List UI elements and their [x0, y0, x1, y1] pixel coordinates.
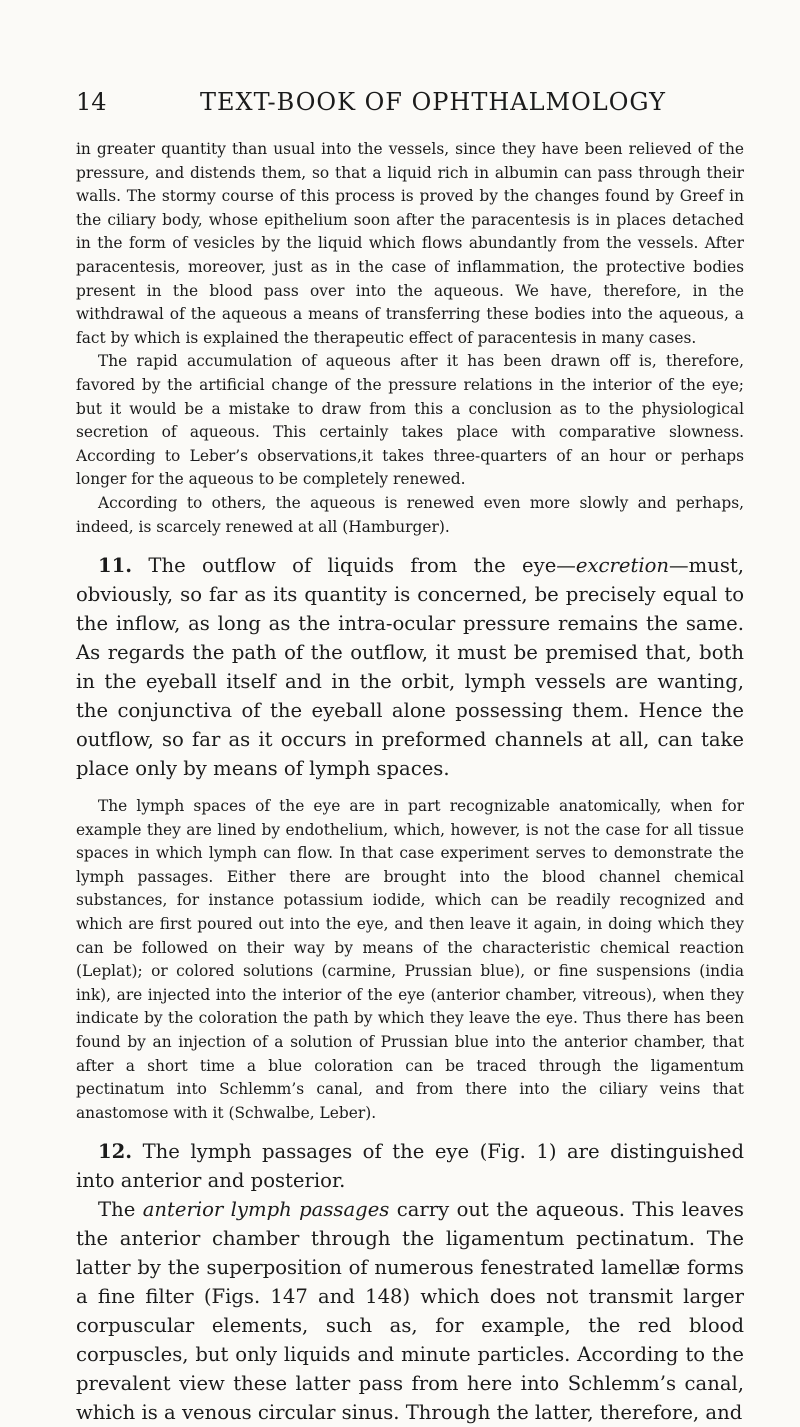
section-11-italic-term: excretion — [575, 554, 670, 578]
paragraph-continuation: in greater quantity than usual into the vessels, since they have been relieved of the pressure, and distends them, so that a liquid rich in albumin can pass through their walls. The stormy course of this process is proved by the changes found by Greef in the ciliary body, whose epithelium soon after the paracentesis is in places detached in the form of vesicles by the liquid which flows abundantly from the vessels. After paracentesis, moreover, just as in the case of inflammation, the protective bodies present in the blood pass over into the aqueous. We have, therefore, in the withdrawal of the aqueous a means of transferring these bodies into the aqueous, a fact by which is explained the therapeutic effect of paracentesis in many cases. — [76, 140, 744, 347]
section-11-number: 11. — [98, 554, 133, 578]
anterior-italic-term: anterior lymph passages — [142, 1198, 390, 1222]
running-title: TEXT-BOOK OF OPHTHALMOLOGY — [200, 88, 667, 116]
anterior-text: carry out the aqueous. This leaves the anterior chamber through the ligamentum pectinatum. The latter by the superposition of numerous fenestrated lamellæ forms a fine filter (Figs. 147 and 148) which does not transmit larger corpuscular elements, such as, for example, the red blood corpuscles, but only liquids and minute particles. According to the prevalent view these latter pass from here into Schlemm’s canal, which is a venous circular sinus. Through the latter, therefore, and — [76, 1198, 744, 1425]
section-12-number: 12. — [98, 1140, 133, 1164]
section-12 — [76, 1137, 744, 1195]
paragraph-anterior-lymph — [76, 1195, 744, 1427]
anterior-lead: The — [98, 1198, 143, 1222]
paragraph-lymph-spaces: The lymph spaces of the eye are in part recognizable anatomically, when for example they are lined by endothelium, which, however, is not the case for all tissue spaces in which lymph can flow. In that case experiment serves to demonstrate the lymph passages. Either there are brought into the blood channel chemical substances, for instance potassium iodide, which can be readily recognized and which are first poured out into the eye, and then leave it again, in doing which they can be followed on their way by means of the characteristic chemical reaction (Leplat); or colored solutions (carmine, Prussian blue), or fine suspensions (india ink), are injected into the interior of the eye (anterior chamber, vitreous), when they indicate by the coloration the path by which they leave the eye. Thus there has been found by an injection of a solution of Prussian blue into the anterior chamber, that after a short time a blue coloration can be traced through the ligamentum pectinatum into Schlemm’s canal, and from there into the ciliary veins that anastomose with it (Schwalbe, Leber). — [76, 797, 744, 1122]
paragraph-rapid-accumulation: The rapid accumulation of aqueous after it has been drawn off is, therefore, favored by the artificial change of the pressure relations in the interior of the eye; but it would be a mistake to draw from this a conclusion as to the physiological secretion of aqueous. This certainly takes place with comparative slowness. According to Leber’s observations,it takes three-quarters of an hour or perhaps longer for the aqueous to be completely renewed. — [76, 352, 744, 489]
section-12-text: The lymph passages of the eye (Fig. 1) are distinguished into anterior and posterior. — [76, 1140, 744, 1193]
page-number: 14 — [76, 88, 107, 116]
page-header — [76, 88, 744, 128]
section-11-lead: The outflow of liquids from the eye— — [132, 554, 576, 578]
section-11-text: —must, obviously, so far as its quantity is concerned, be precisely equal to the inflow, as long as the intra-ocular pressure remains the same. As regards the path of the outflow, it must be premised that, both in the eyeball itself and in the orbit, lymph vessels are wanting, the conjunctiva of the eyeball alone possessing them. Hence the outflow, so far as it occurs in preformed channels at all, can take place only by means of lymph spaces. — [76, 554, 744, 781]
paragraph-hamburger: According to others, the aqueous is renewed even more slowly and perhaps, indeed, is scarcely renewed at all (Hamburger). — [76, 493, 744, 536]
section-11 — [76, 551, 744, 783]
